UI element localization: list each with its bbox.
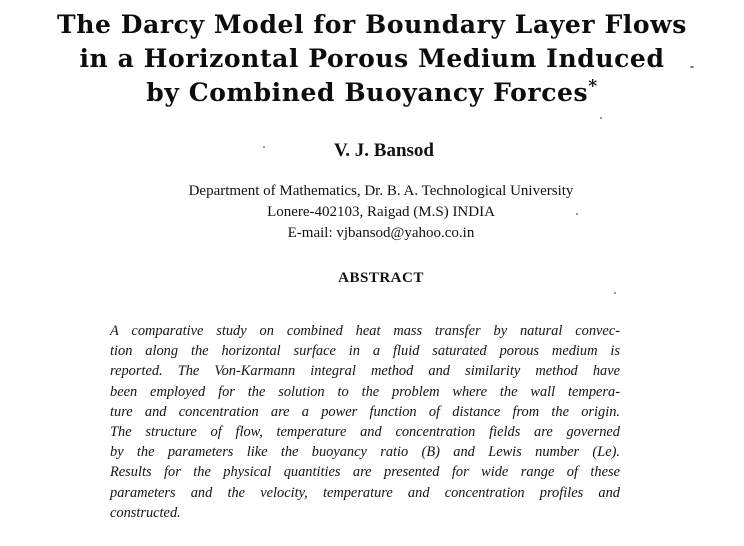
author-affiliation — [0, 181, 744, 244]
abstract-line: The structure of flow, temperature and concentration fields are governed — [110, 424, 620, 441]
abstract-body — [110, 321, 620, 523]
title-line — [0, 76, 744, 110]
paper-title — [0, 8, 744, 110]
scan-speck — [576, 213, 578, 215]
title-footnote-mark: * — [588, 76, 598, 97]
affiliation-email: E-mail: vjbansod@yahoo.co.in — [287, 225, 475, 241]
abstract-line: been employed for the solution to the problem where the wall tempera- — [110, 383, 620, 400]
abstract-heading: ABSTRACT — [338, 270, 424, 286]
title-line-text: by Combined Buoyancy Forces — [146, 78, 589, 107]
scan-speck — [600, 117, 602, 119]
title-line: in a Horizontal Porous Medium Induced — [79, 44, 665, 73]
abstract-line: by the parameters like the buoyancy ratio (B) and Lewis number (Le). — [110, 444, 620, 461]
abstract-line: constructed. — [110, 504, 181, 521]
scan-speck — [690, 66, 694, 68]
abstract-line: parameters and the velocity, temperature and concentration profiles and — [110, 484, 620, 501]
title-line: The Darcy Model for Boundary Layer Flows — [57, 10, 687, 39]
abstract-line: A comparative study on combined heat mass transfer by natural convec- — [110, 323, 620, 339]
scan-speck — [263, 146, 265, 148]
scan-speck — [614, 292, 616, 294]
abstract-line: Results for the physical quantities are presented for wide range of these — [110, 464, 620, 481]
affiliation-department: Department of Mathematics, Dr. B. A. Technological University — [188, 183, 574, 199]
affiliation-address: Lonere-402103, Raigad (M.S) INDIA — [267, 204, 495, 220]
abstract-line: reported. The Von-Karmann integral method and similarity method have — [110, 363, 620, 380]
author-name: V. J. Bansod — [334, 140, 434, 161]
abstract-line: tion along the horizontal surface in a fluid saturated porous medium is — [110, 343, 620, 360]
abstract-line: ture and concentration are a power function of distance from the origin. — [110, 403, 620, 420]
